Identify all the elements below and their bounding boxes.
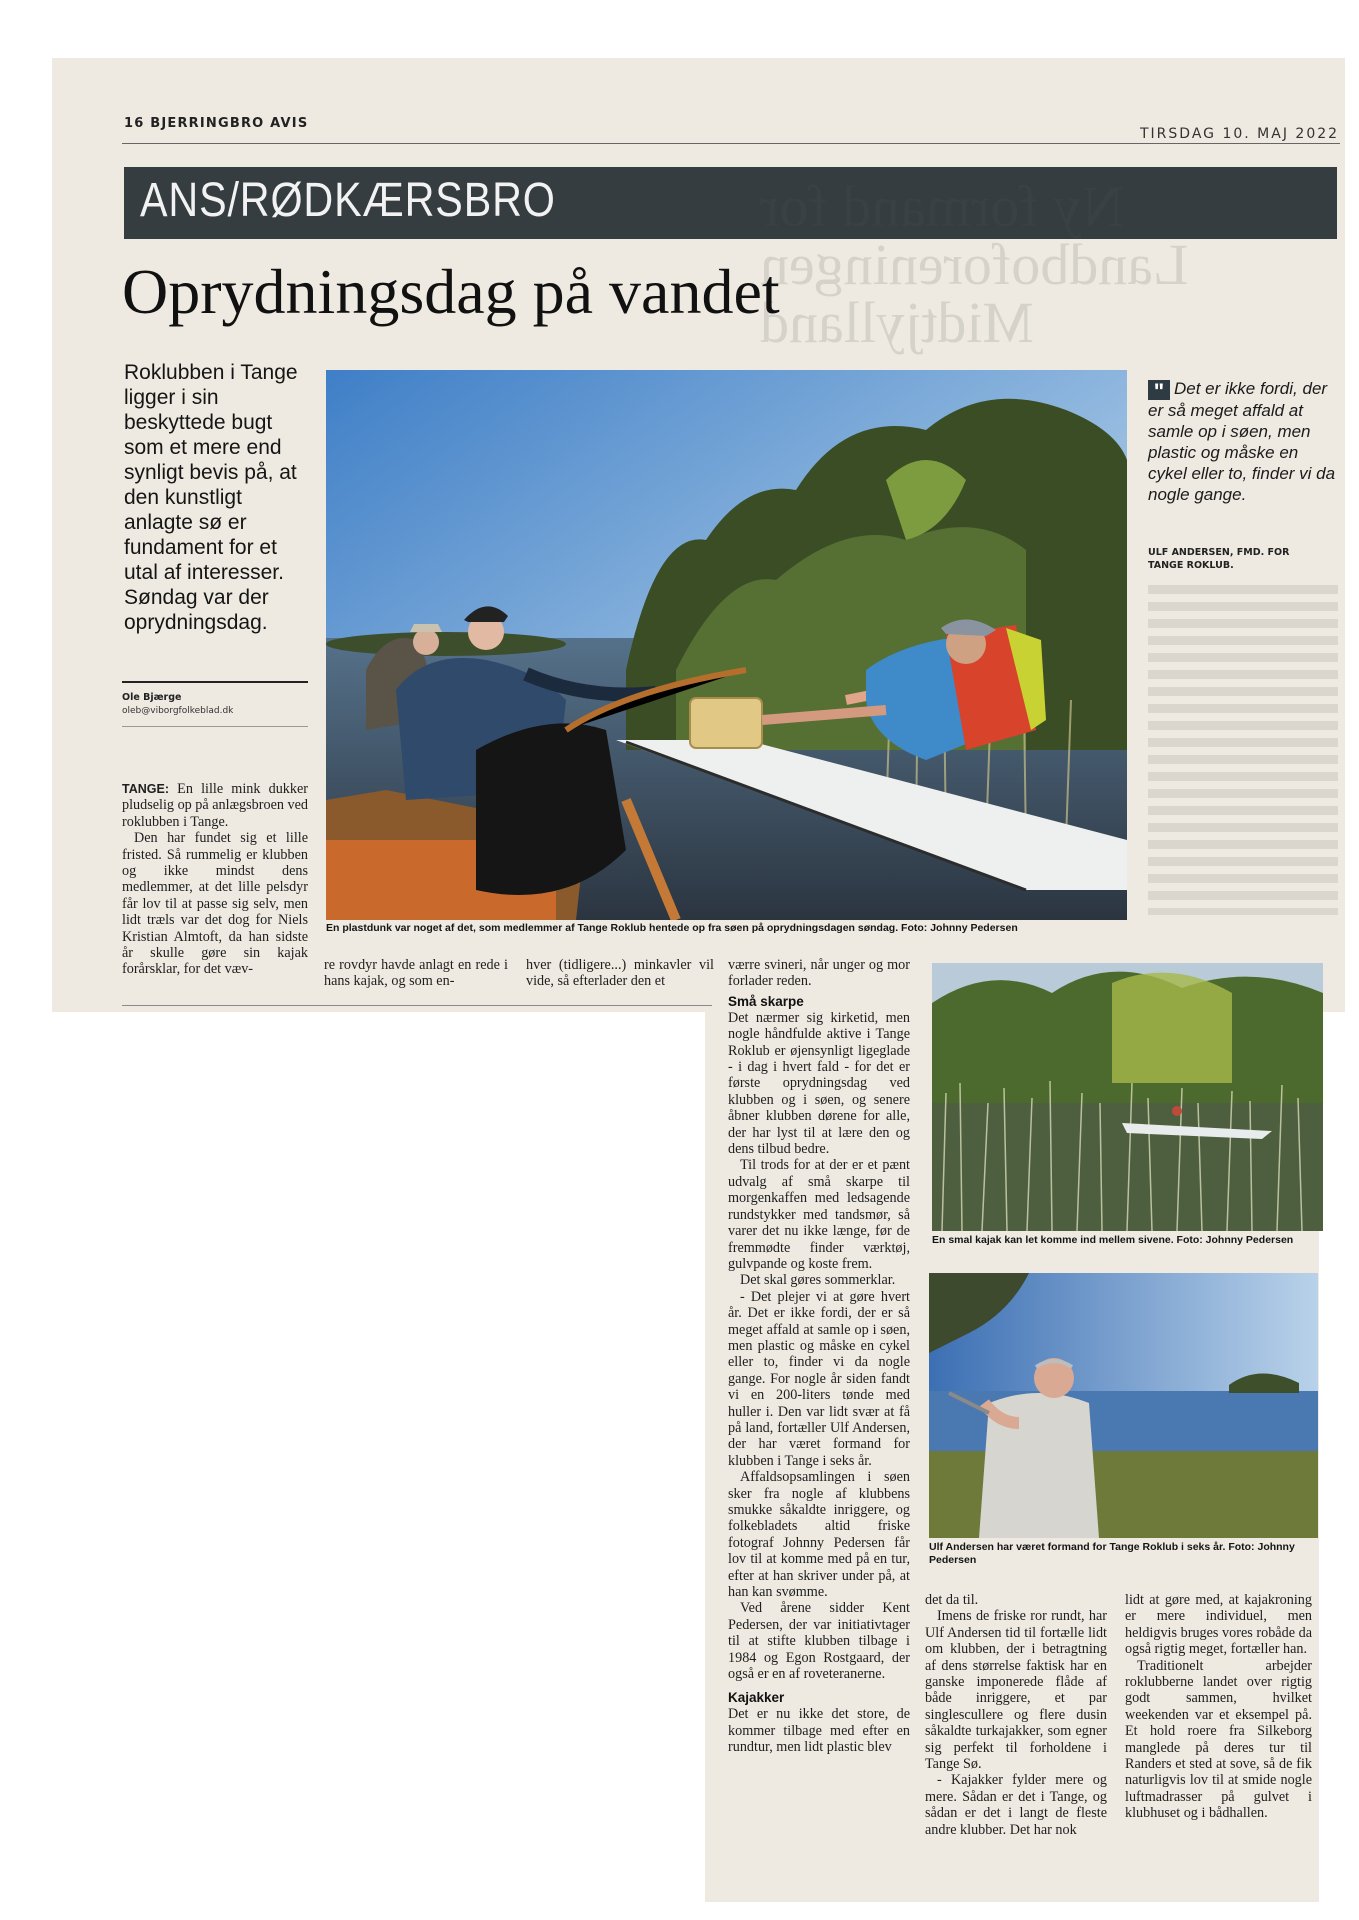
subheading-kajakker: Kajakker: [728, 1690, 785, 1706]
bleed-line-3: Midtjylland: [760, 290, 1034, 355]
pull-quote-text: Det er ikke fordi, der er så meget affald at samle op i søen, men plastic og måske en cykel eller to, finder vi da nogle gange.: [1148, 379, 1336, 504]
portrait-photo-caption: Ulf Andersen har været formand for Tange Roklub i seks år. Foto: Johnny Pedersen: [929, 1541, 1295, 1566]
pull-quote-attribution: ULF ANDERSEN, FMD. FOR TANGE ROKLUB.: [1148, 547, 1290, 571]
header-rule: [122, 143, 1340, 144]
col1-p1: En lille mink dukker pludselig op på anlægsbroen ved roklubben i Tange.: [122, 781, 308, 830]
body-column-5: [925, 1592, 1107, 1838]
quote-mark-icon: ": [1148, 380, 1170, 400]
body-column-4: [728, 957, 910, 1756]
clipping-cut-line: [122, 1005, 712, 1006]
article-headline: Oprydningsdag på vandet: [122, 256, 780, 327]
byline-bottom-rule: [122, 726, 308, 727]
section-title: ANS/RØDKÆRSBRO: [140, 174, 556, 227]
body-column-2: re rovdyr havde anlagt en rede i hans kajak, og som en-: [324, 957, 508, 990]
col6-p1: Traditionelt arbejder roklubberne landet over rigtig godt sammen, hvilket weekenden var et eksempel på. Et hold roere fra Silkeborg manglede på deres tur til Randers et sted at sove, så de fik naturligvis lov til at smide nogle luftmadrasser på gulvet i klubhuset og i bådhallen.: [1125, 1657, 1312, 1822]
subheading-sma-skarpe: Små skarpe: [728, 993, 804, 1009]
byline-name: Ole Bjærge: [122, 692, 182, 703]
byline-rule: [122, 681, 308, 683]
col5-p2: - Kajakker fylder mere og mere. Sådan er det i Tange, og sådan er det i langt de fleste andre klubber. Det har nok: [925, 1772, 1107, 1838]
reeds-photo-caption: En smal kajak kan let komme ind mellem sivene. Foto: Johnny Pedersen: [932, 1234, 1294, 1246]
page-number-and-paper-name: 16 BJERRINGBRO AVIS: [124, 116, 309, 131]
byline-email: oleb@viborgfolkeblad.dk: [122, 706, 234, 716]
bleed-through-headline: [760, 174, 1335, 355]
body-column-1: [122, 781, 308, 978]
bleed-through-column: [1148, 585, 1338, 915]
col4-p4: - Det plejer vi at gøre hvert år. Det er ikke fordi, der er så meget affald at samle op i søen, men plastic og måske en cykel eller to, finder vi da nogle gange. For nogle år siden fandt vi en 200-liters tønde med huller i. Den var lidt svær at få på land, fortæller Ulf Andersen, der har været formand for klubben i Tange i seks år.: [728, 1288, 910, 1469]
col4-p0: værre svineri, når unger og mor forlader reden.: [728, 957, 910, 990]
reeds-photo: [932, 963, 1323, 1231]
main-photo-caption: En plastdunk var noget af det, som medlemmer af Tange Roklub hentede op fra søen på oprydningsdagen søndag. Foto: Johnny Pedersen: [326, 922, 1018, 934]
col4-p7: Det er nu ikke det store, de kommer tilbage med efter en rundtur, men lidt plastic blev: [728, 1706, 910, 1756]
pull-quote: [1148, 378, 1338, 505]
bleed-line-1: Ny formand for: [760, 174, 1125, 239]
main-photo: [326, 370, 1127, 920]
col4-p6: Ved årene sidder Kent Pedersen, der var initiativtager til at stifte klubben tilbage i 1984 og Egon Rostgaard, der også er en af roveteranerne.: [728, 1600, 910, 1683]
col5-p0: det da til.: [925, 1592, 979, 1608]
col5-p1: Imens de friske ror rundt, har Ulf Andersen tid til fortælle lidt om klubben, der i betragtning af dens størrelse faktisk har en ganske imponerede flåde af både inriggere, et par singlescullere og flere dusin såkaldte turkajakker, som egner sig perfekt til forholdene i Tange Sø.: [925, 1608, 1107, 1773]
col4-p3: Det skal gøres sommerklar.: [740, 1272, 896, 1289]
page-date: TIRSDAG 10. MAJ 2022: [1140, 126, 1340, 142]
body-column-6: [1125, 1592, 1312, 1822]
col4-p2: Til trods for at der er et pænt udvalg af små skarpe til morgenkaffen med ledsagende rundstykker med tandsmør, så varer det nu ikke længe, før de fremmødte finder værktøj, gulvpande og koste frem.: [728, 1157, 910, 1272]
col1-p2: Den har fundet sig et lille fristed. Så rummelig er klubben og ikke mindst dens medlemmer, at det lille pelsdyr får lov til at passe sig selv, men lidt træls var det dog for Niels Kristian Almtoft, da han sidste år skulle gøre sin kajak forårsklar, for det væv-: [122, 830, 308, 978]
bleed-line-2: Landboforeningen: [760, 232, 1189, 297]
col4-p1: Det nærmer sig kirketid, men nogle håndfulde aktive i Tange Roklub er øjensynligt ligeglade - i dag i hvert fald - for det er første oprydningsdag ved klubben og i søen, og senere åbner klubben dørene for alle, der har lyst til at lære den og dens tilbud bedre.: [728, 1009, 910, 1158]
dateline: TANGE:: [122, 782, 169, 796]
portrait-photo: [929, 1273, 1318, 1538]
col4-p5: Affaldsopsamlingen i søen sker fra nogle af klubbens smukke såkaldte inriggere, og folkebladets altid friske fotograf Johnny Pedersen får lov til at komme med på en tur, efter at han skriver under på, at han kan svømme.: [728, 1469, 910, 1601]
article-lead: Roklubben i Tange ligger i sin beskyttede bugt som et mere end synligt bevis på, at den kunstligt anlagte sø er fundament for et utal af interesser. Søndag var der oprydningsdag.: [124, 361, 298, 634]
col6-p0: lidt at gøre med, at kajakroning er mere individuel, men heldigvis bruges vores robåde da også rigtig meget, fortæller han.: [1125, 1592, 1312, 1658]
body-column-3: hver (tidligere...) minkavler vil vide, så efterlader den et: [526, 957, 714, 990]
